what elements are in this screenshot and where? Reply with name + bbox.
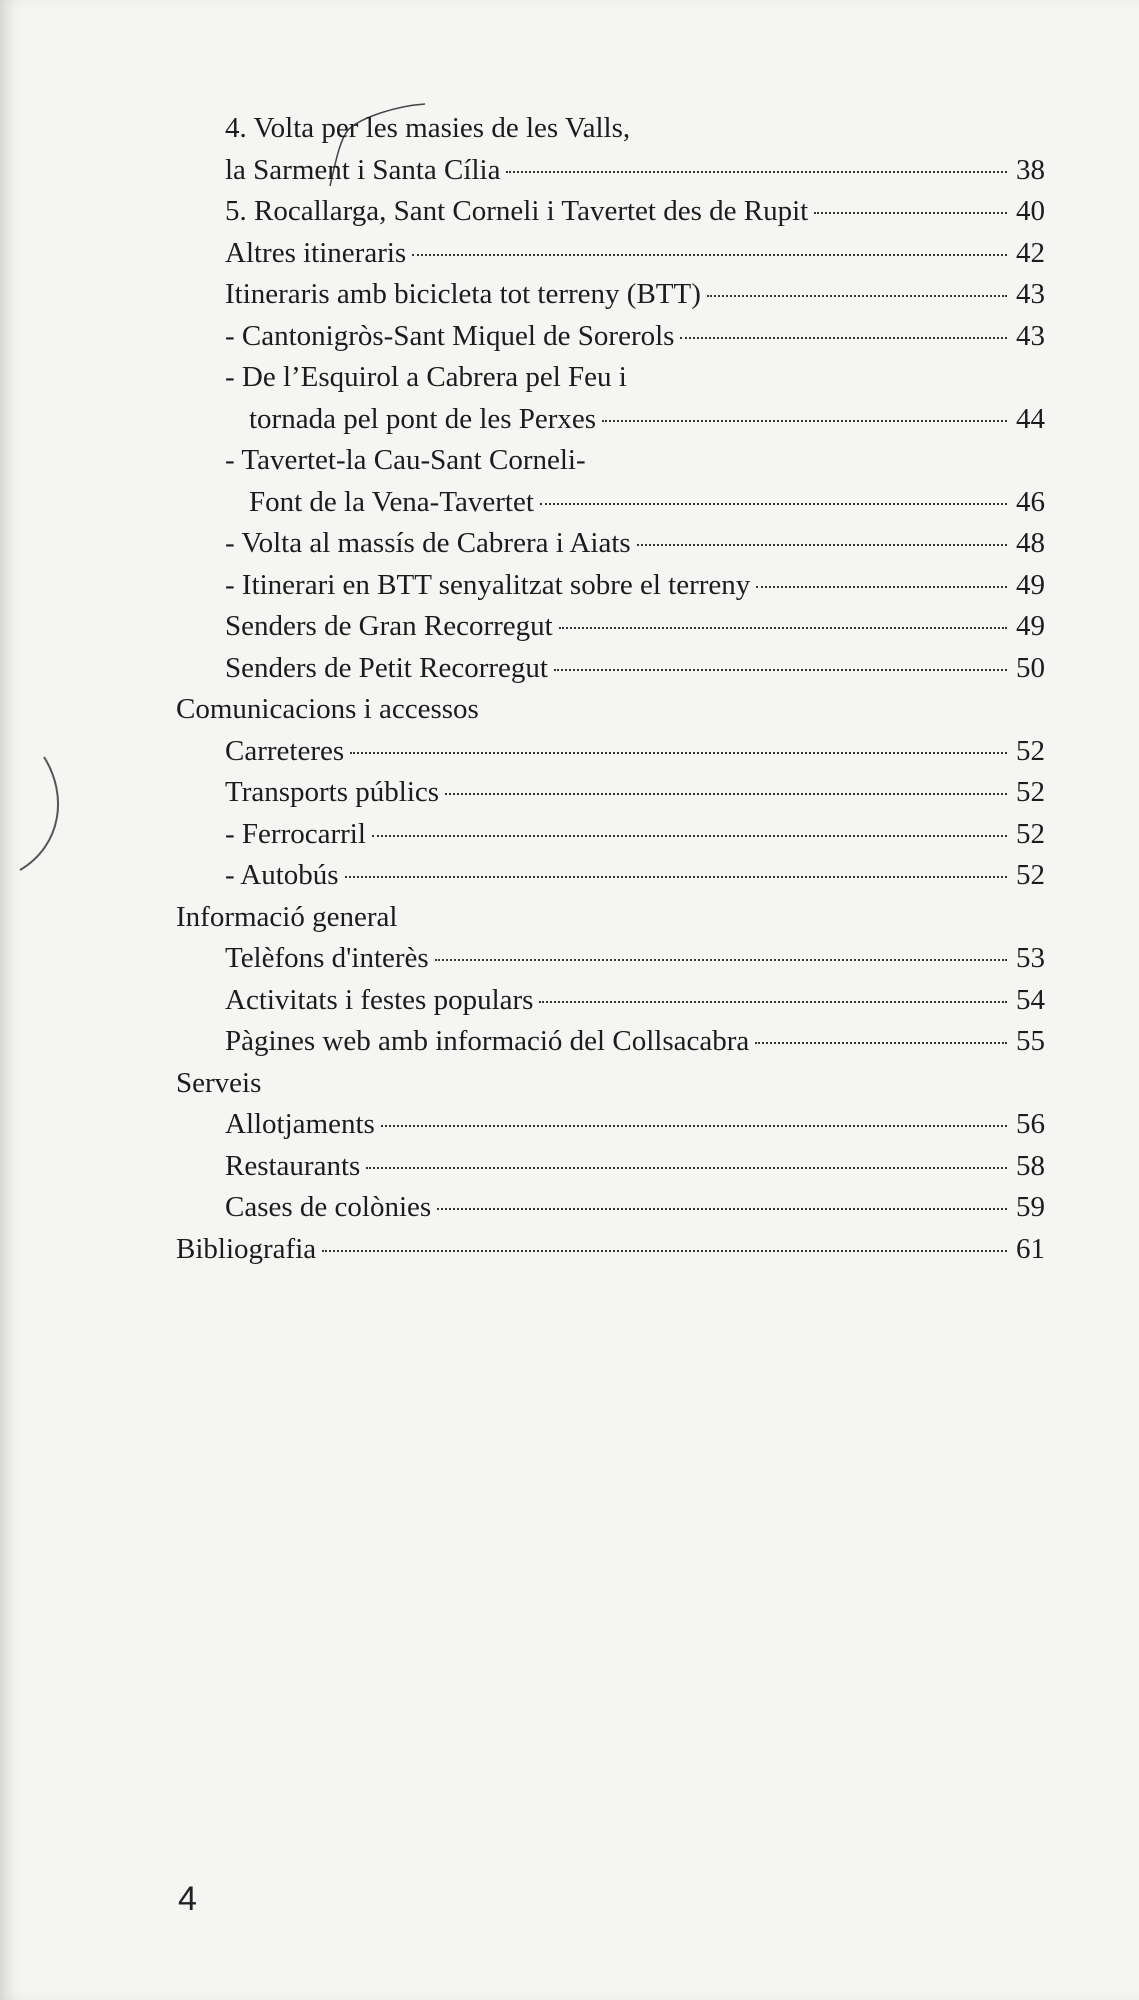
toc-entry — [225, 191, 1045, 233]
dot-leader — [755, 1042, 1007, 1044]
toc-entry-label: - De l’Esquirol a Cabrera pel Feu i — [225, 361, 627, 393]
toc-entry-label: Cases de colònies — [225, 1191, 432, 1223]
toc-entry-label: tornada pel pont de les Perxes — [249, 402, 597, 435]
toc-page-number: 48 — [1016, 527, 1045, 559]
toc-entry-label: Senders de Gran Recorregut — [225, 610, 553, 642]
toc-entry — [225, 274, 1045, 316]
toc-page-number: 50 — [1016, 651, 1045, 684]
toc-page-number: 52 — [1016, 817, 1045, 850]
toc-entry — [225, 565, 1045, 607]
toc-section-heading — [176, 1229, 1045, 1271]
toc-section-heading — [176, 689, 1045, 731]
toc-entry — [225, 316, 1045, 358]
dot-leader — [350, 752, 1007, 754]
toc-entry — [225, 772, 1045, 814]
toc-entry-label: Altres itineraris — [225, 236, 407, 269]
toc-entry-label: Bibliografia — [176, 1232, 317, 1265]
toc-entry — [225, 648, 1045, 690]
toc-page-number: 40 — [1016, 195, 1045, 227]
toc-entry — [225, 938, 1045, 980]
toc-entry — [225, 855, 1045, 897]
toc-entry — [225, 731, 1045, 773]
toc-entry-label: Activitats i festes populars — [225, 983, 534, 1016]
toc-entry-label: - Ferrocarril — [225, 817, 366, 850]
dot-leader — [680, 337, 1007, 339]
dot-leader — [637, 544, 1007, 546]
dot-leader — [756, 586, 1007, 588]
toc-entry-label: Comunicacions i accessos — [176, 693, 479, 725]
toc-section-heading — [176, 1063, 1045, 1105]
dot-leader — [412, 254, 1007, 256]
toc-page-number: 56 — [1016, 1108, 1045, 1140]
toc-page-number: 44 — [1016, 402, 1045, 435]
dot-leader — [437, 1208, 1007, 1210]
toc-entry — [225, 1187, 1045, 1229]
dot-leader — [707, 295, 1007, 297]
toc-entry — [249, 399, 1045, 441]
toc-entry-label: - Tavertet-la Cau-Sant Corneli- — [225, 444, 586, 476]
dot-leader — [322, 1250, 1007, 1252]
toc-entry — [225, 606, 1045, 648]
toc-entry-label: Senders de Petit Recorregut — [225, 651, 548, 684]
toc-entry-label: Allotjaments — [225, 1108, 375, 1140]
toc-entry — [225, 523, 1045, 565]
toc-entry — [225, 1146, 1045, 1188]
dot-leader — [540, 503, 1007, 505]
toc-entry — [225, 980, 1045, 1022]
toc-entry-label: Restaurants — [225, 1149, 361, 1182]
dot-leader — [814, 212, 1007, 214]
dot-leader — [506, 171, 1007, 173]
toc-page-number: 38 — [1016, 153, 1045, 186]
pencil-curve-mark — [16, 755, 66, 875]
toc-page-number: 52 — [1016, 776, 1045, 808]
toc-page-number: 43 — [1016, 319, 1045, 352]
dot-leader — [381, 1125, 1007, 1127]
toc-page-number: 53 — [1016, 942, 1045, 974]
toc-entry — [225, 440, 1045, 482]
toc-page-number: 46 — [1016, 485, 1045, 518]
toc-page-number: 42 — [1016, 236, 1045, 269]
toc-entry-label: Pàgines web amb informació del Collsacabra — [225, 1025, 750, 1057]
toc-page-number: 55 — [1016, 1025, 1045, 1057]
dot-leader — [366, 1167, 1007, 1169]
dot-leader — [372, 835, 1007, 837]
toc-entry-label: Carreteres — [225, 734, 345, 767]
toc-entry-label: 4. Volta per les masies de les Valls, — [225, 112, 631, 144]
toc-entry — [225, 1021, 1045, 1063]
dot-leader — [445, 793, 1007, 795]
toc-page-number: 52 — [1016, 859, 1045, 891]
dot-leader — [539, 1001, 1007, 1003]
toc-entry — [249, 482, 1045, 524]
toc-entry-label: Transports públics — [225, 776, 440, 808]
toc-entry-label: Itineraris amb bicicleta tot terreny (BTT) — [225, 278, 701, 310]
toc-entry-label: - Cantonigròs-Sant Miquel de Sorerols — [225, 319, 675, 352]
toc-page-number: 61 — [1016, 1232, 1045, 1265]
toc-entry-label: Serveis — [176, 1066, 262, 1099]
page-number: 4 — [178, 1880, 197, 1918]
dot-leader — [602, 420, 1007, 422]
toc-entry-label: 5. Rocallarga, Sant Corneli i Tavertet des de Rupit — [225, 195, 809, 227]
toc-page-number: 49 — [1016, 610, 1045, 642]
toc-entry — [225, 150, 1045, 192]
toc-entry-label: - Volta al massís de Cabrera i Aiats — [225, 527, 631, 559]
dot-leader — [554, 669, 1007, 671]
toc-entry-label: la Sarment i Santa Cília — [225, 153, 501, 186]
toc-entry-label: - Autobús — [225, 859, 339, 891]
toc-entry — [225, 108, 1045, 150]
toc-page-number: 52 — [1016, 734, 1045, 767]
toc-page-number: 58 — [1016, 1149, 1045, 1182]
toc-entry — [225, 814, 1045, 856]
toc-entry — [225, 357, 1045, 399]
dot-leader — [345, 876, 1007, 878]
toc-entry-label: Font de la Vena-Tavertet — [249, 485, 534, 518]
toc-page-number: 49 — [1016, 568, 1045, 601]
dot-leader — [559, 627, 1007, 629]
toc-page-number: 59 — [1016, 1191, 1045, 1223]
dot-leader — [435, 959, 1007, 961]
toc-section-heading — [176, 897, 1045, 939]
toc-entry-label: - Itinerari en BTT senyalitzat sobre el terreny — [225, 568, 751, 601]
toc-entry — [225, 233, 1045, 275]
toc-entry-label: Informació general — [176, 900, 398, 933]
toc-entry-label: Telèfons d'interès — [225, 942, 429, 974]
toc-page-number: 54 — [1016, 983, 1045, 1016]
table-of-contents — [176, 108, 1045, 1270]
toc-page-number: 43 — [1016, 278, 1045, 310]
toc-entry — [225, 1104, 1045, 1146]
